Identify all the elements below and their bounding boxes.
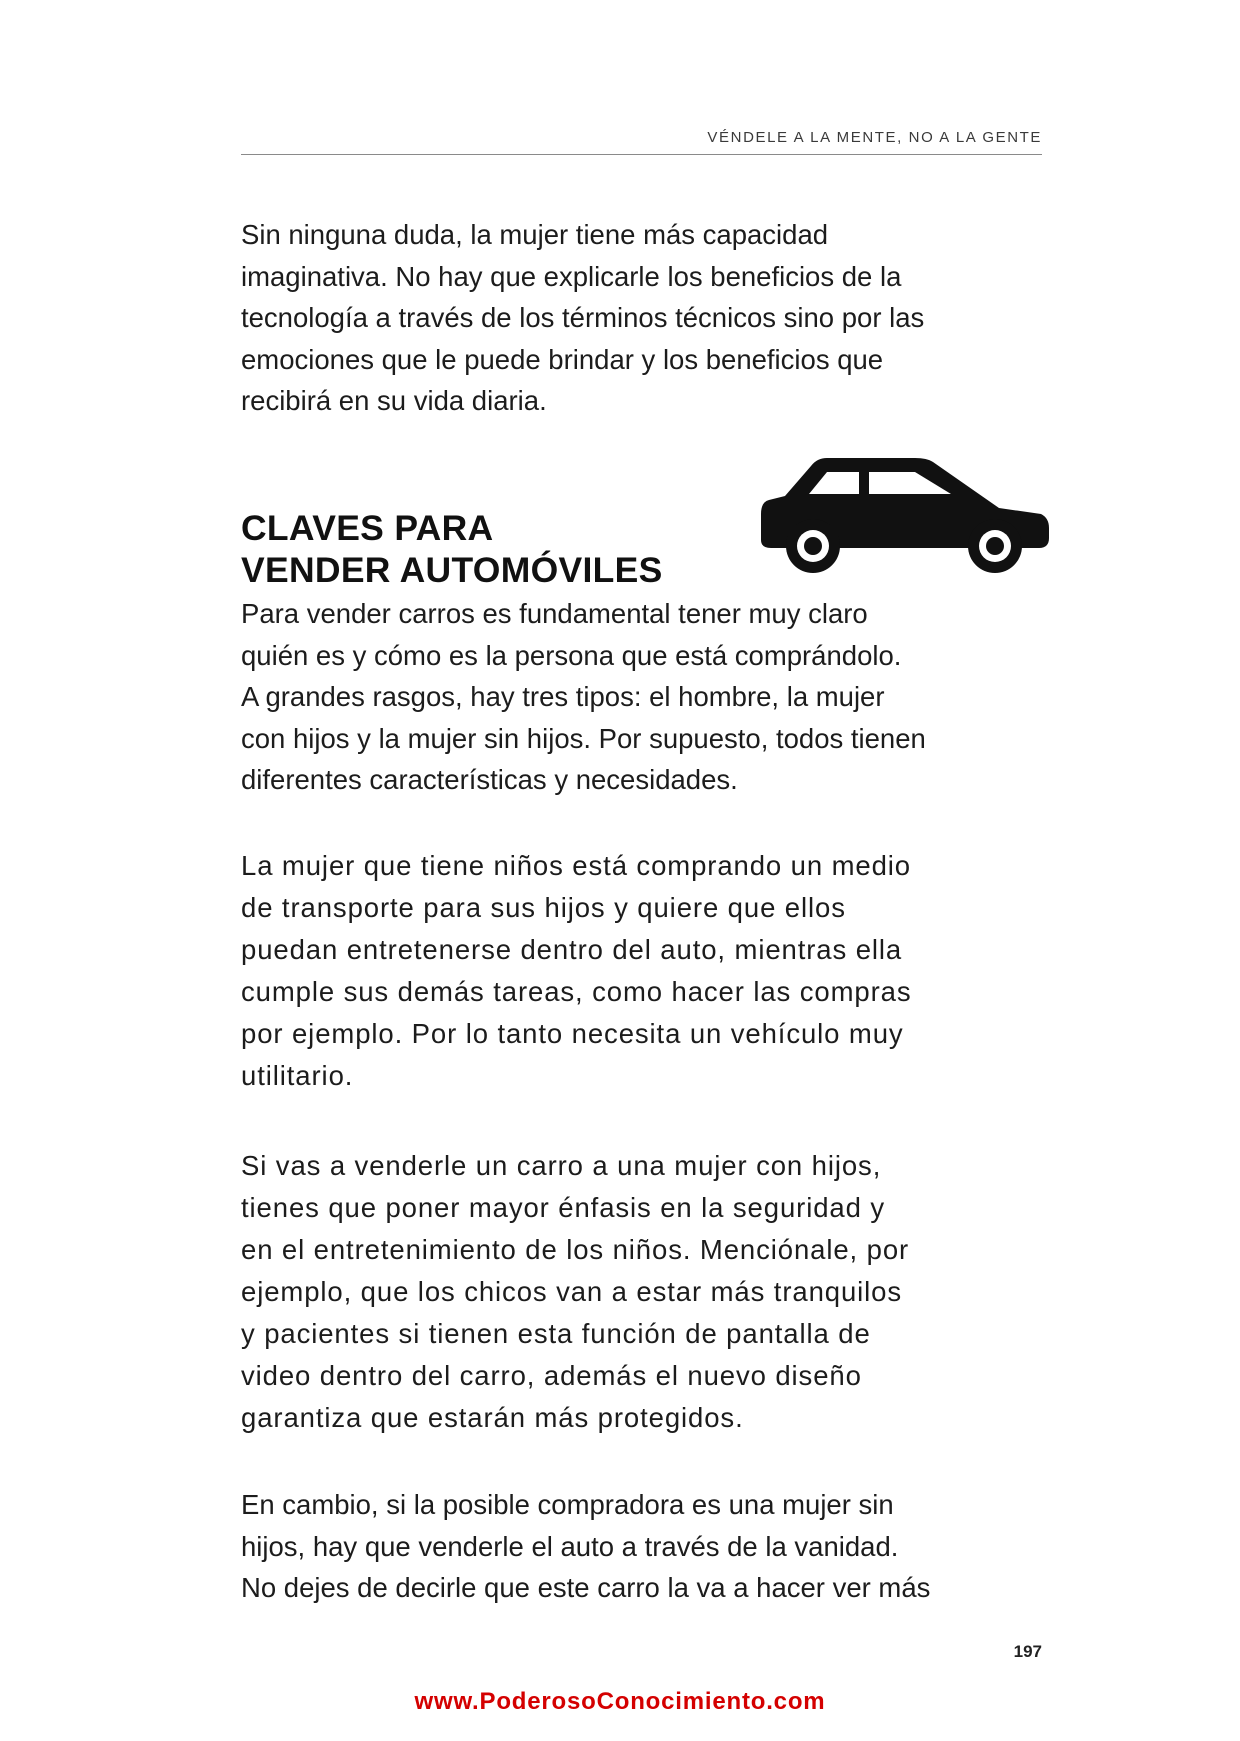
running-header — [241, 128, 1042, 155]
text-line: emociones que le puede brindar y los beneficios que — [241, 343, 884, 375]
body-paragraph — [241, 593, 1061, 801]
text-line: diferentes características y necesidades. — [241, 764, 738, 795]
text-line: En cambio, si la posible compradora es una mujer sin — [241, 1489, 894, 1520]
text-line: garantiza que estarán más protegidos. — [241, 1402, 744, 1433]
text-line: cumple sus demás tareas, como hacer las compras — [241, 976, 912, 1007]
text-line: Para vender carros es fundamental tener muy claro — [241, 598, 868, 629]
text-line: y pacientes si tienen esta función de pantalla de — [241, 1318, 871, 1349]
text-line: de transporte para sus hijos y quiere que ellos — [241, 892, 846, 923]
page-number: 197 — [1013, 1642, 1042, 1661]
text-line: tecnología a través de los términos técnicos sino por las — [241, 302, 925, 333]
text-line: ejemplo, que los chicos van a estar más tranquilos — [241, 1276, 903, 1307]
text-line: quién es y cómo es la persona que está comprándolo. — [241, 639, 902, 671]
text-line: utilitario. — [241, 1060, 354, 1091]
body-paragraph — [241, 845, 1061, 1097]
body-paragraph — [241, 1145, 1061, 1439]
section-heading-line: VENDER AUTOMÓVILES — [241, 550, 663, 590]
text-line: con hijos y la mujer sin hijos. Por supuesto, todos tienen — [241, 722, 926, 754]
text-line: por ejemplo. Por lo tanto necesita un vehículo muy — [241, 1018, 904, 1049]
text-line: recibirá en su vida diaria. — [241, 385, 547, 416]
text-line: La mujer que tiene niños está comprando un medio — [241, 850, 911, 881]
text-line: No dejes de decirle que este carro la va a hacer ver más — [241, 1572, 931, 1603]
text-line: Sin ninguna duda, la mujer tiene más capacidad — [241, 219, 829, 250]
text-line: video dentro del carro, además el nuevo diseño — [241, 1360, 862, 1391]
text-line: puedan entretenerse dentro del auto, mientras ella — [241, 934, 903, 965]
text-line: en el entretenimiento de los niños. Menciónale, por — [241, 1234, 910, 1265]
section-heading-line: CLAVES PARA — [241, 508, 494, 548]
footer-url[interactable]: www.PoderosoConocimiento.com — [414, 1688, 826, 1715]
text-line: imaginativa. No hay que explicarle los beneficios de la — [241, 260, 902, 292]
text-line: A grandes rasgos, hay tres tipos: el hombre, la mujer — [241, 681, 885, 712]
text-line: tienes que poner mayor énfasis en la seguridad y — [241, 1192, 885, 1223]
running-header-title: VÉNDELE A LA MENTE, NO A LA GENTE — [707, 129, 1042, 146]
text-line: Si vas a venderle un carro a una mujer con hijos, — [241, 1150, 882, 1181]
car-icon — [755, 452, 1055, 582]
intro-paragraph — [241, 214, 1061, 422]
section-heading — [241, 507, 663, 591]
text-line: hijos, hay que venderle el auto a través de la vanidad. — [241, 1530, 899, 1562]
body-paragraph — [241, 1484, 1061, 1609]
